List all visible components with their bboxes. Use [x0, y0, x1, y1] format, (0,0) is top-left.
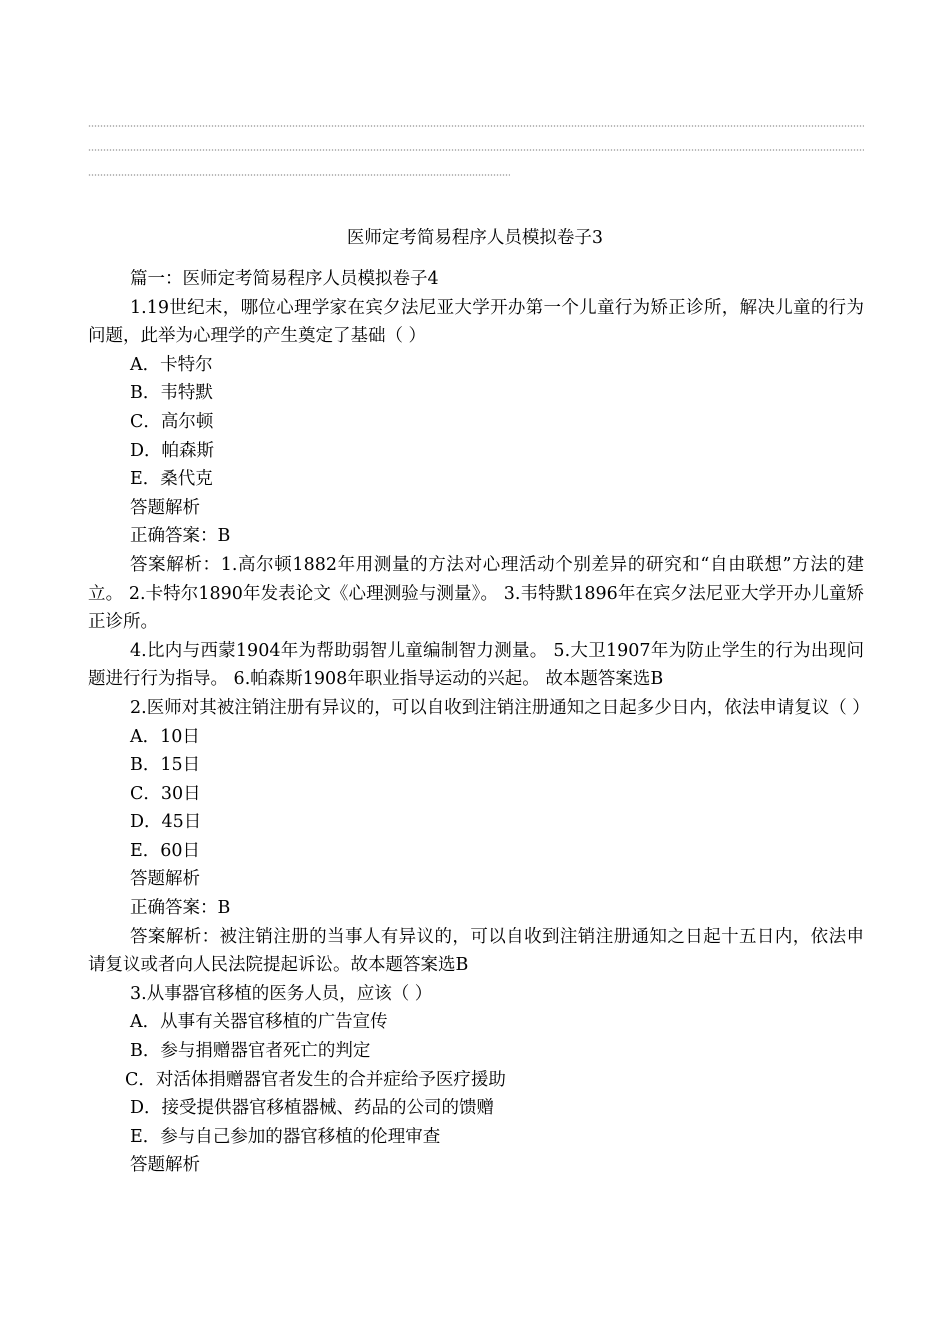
- section-heading: 篇一：医师定考简易程序人员模拟卷子4: [130, 269, 439, 289]
- question-3-option-c: C．对活体捐赠器官者发生的合并症给予医疗援助: [125, 1069, 506, 1090]
- question-2-analysis-label: 答题解析: [130, 869, 200, 890]
- question-3-option-a: A．从事有关器官移植的广告宣传: [130, 1012, 388, 1033]
- question-3-stem: 3.从事器官移植的医务人员，应该（ ）: [130, 983, 433, 1004]
- question-3-option-e: E．参与自己参加的器官移植的伦理审查: [130, 1126, 441, 1147]
- question-2-option-b: B．15日: [130, 755, 201, 776]
- question-3-option-d: D．接受提供器官移植器械、药品的公司的馈赠: [130, 1098, 495, 1119]
- question-2-option-c: C．30日: [130, 783, 201, 804]
- header-dotted-line-2: [88, 149, 864, 151]
- question-1-option-d: D．帕森斯: [130, 440, 215, 461]
- question-1-stem: 1.19世纪末，哪位心理学家在宾夕法尼亚大学开办第一个儿童行为矫正诊所，解决儿童的行为问题，此举为心理学的产生奠定了基础（ ）: [88, 297, 864, 347]
- document-title: 医师定考简易程序人员模拟卷子3: [346, 228, 604, 248]
- question-2-stem: 2.医师对其被注销注册有异议的，可以自收到注销注册通知之日起多少日内，依法申请复议（ ）: [130, 697, 870, 718]
- question-2-explanation: 答案解析：被注销注册的当事人有异议的，可以自收到注销注册通知之日起十五日内，依法申请复议或者向人民法院提起诉讼。故本题答案选B: [88, 926, 864, 976]
- question-1-option-c: C．高尔顿: [130, 411, 214, 432]
- question-1-explanation-1: 答案解析：1.高尔顿1882年用测量的方法对心理活动个别差异的研究和“自由联想”方法的建立。 2.卡特尔1890年发表论文《心理测验与测量》。 3.韦特默1896年在宾夕法尼亚大学开办儿童矫正诊所。: [88, 554, 864, 633]
- question-1-explanation-2: 4.比内与西蒙1904年为帮助弱智儿童编制智力测量。 5.大卫1907年为防止学生的行为出现问题进行行为指导。 6.帕森斯1908年职业指导运动的兴起。 故本题答案选B: [88, 640, 864, 690]
- question-3-option-b: B．参与捐赠器官者死亡的判定: [130, 1041, 371, 1062]
- question-3-analysis-label: 答题解析: [130, 1155, 200, 1176]
- question-1-answer: 正确答案：B: [130, 526, 231, 547]
- question-1-option-e: E．桑代克: [130, 469, 213, 490]
- question-2-option-d: D．45日: [130, 812, 202, 833]
- question-1-option-b: B．韦特默: [130, 383, 213, 404]
- document-body: [88, 265, 870, 1180]
- question-1-option-a: A．卡特尔: [130, 354, 213, 375]
- header-dotted-line-1: [88, 125, 864, 127]
- question-1-analysis-label: 答题解析: [130, 497, 200, 518]
- header-dotted-line-3: [88, 174, 510, 176]
- question-2-option-a: A．10日: [130, 726, 200, 747]
- question-2-option-e: E．60日: [130, 840, 201, 861]
- question-2-answer: 正确答案：B: [130, 898, 231, 919]
